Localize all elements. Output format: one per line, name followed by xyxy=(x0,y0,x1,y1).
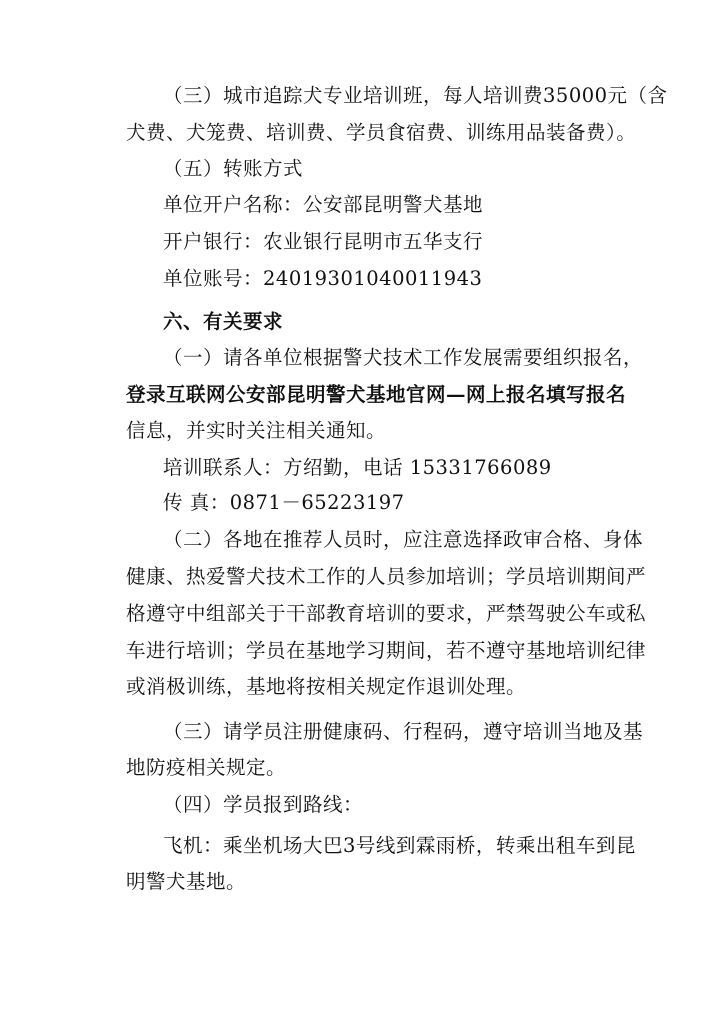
paragraph-line: 车进行培训；学员在基地学习期间，若不遵守基地培训纪律 xyxy=(126,639,647,662)
paragraph-line: 飞机：乘坐机场大巴3号线到霖雨桥，转乘出租车到昆 xyxy=(163,834,636,857)
paragraph-line: 地防疫相关规定。 xyxy=(126,756,287,779)
paragraph-line: 信息，并实时关注相关通知。 xyxy=(126,419,387,442)
section-title: 六、有关要求 xyxy=(163,310,284,333)
account-number-line: 单位账号：24019301040011943 xyxy=(163,267,483,290)
paragraph-line: （二）各地在推荐人员时，应注意选择政审合格、身体 xyxy=(163,528,644,551)
paragraph-line: （三）城市追踪犬专业培训班，每人培训费35000元（含 xyxy=(163,84,668,107)
account-name-line: 单位开户名称：公安部昆明警犬基地 xyxy=(163,193,484,216)
paragraph-line: 犬费、犬笼费、培训费、学员食宿费、训练用品装备费）。 xyxy=(126,121,637,144)
section-heading: （五）转账方式 xyxy=(163,157,304,180)
paragraph-line: 或消极训练，基地将按相关规定作退训处理。 xyxy=(126,675,527,698)
paragraph-line-bold: 登录互联网公安部昆明警犬基地官网—网上报名填写报名 xyxy=(126,383,627,406)
bank-line: 开户银行：农业银行昆明市五华支行 xyxy=(163,230,484,253)
paragraph-line: 格遵守中组部关于干部教育培训的要求，严禁驾驶公车或私 xyxy=(126,602,647,625)
paragraph-line: 健康、热爱警犬技术工作的人员参加培训；学员培训期间严 xyxy=(126,565,647,588)
section-heading: （四）学员报到路线： xyxy=(163,793,364,816)
paragraph-line: （三）请学员注册健康码、行程码，遵守培训当地及基 xyxy=(163,720,644,743)
paragraph-line: （一）请各单位根据警犬技术工作发展需要组织报名， xyxy=(163,346,644,369)
fax-line: 传 真：0871－65223197 xyxy=(163,491,405,514)
paragraph-line: 明警犬基地。 xyxy=(126,870,247,893)
contact-line: 培训联系人：方绍勤，电话 15331766089 xyxy=(163,456,552,479)
